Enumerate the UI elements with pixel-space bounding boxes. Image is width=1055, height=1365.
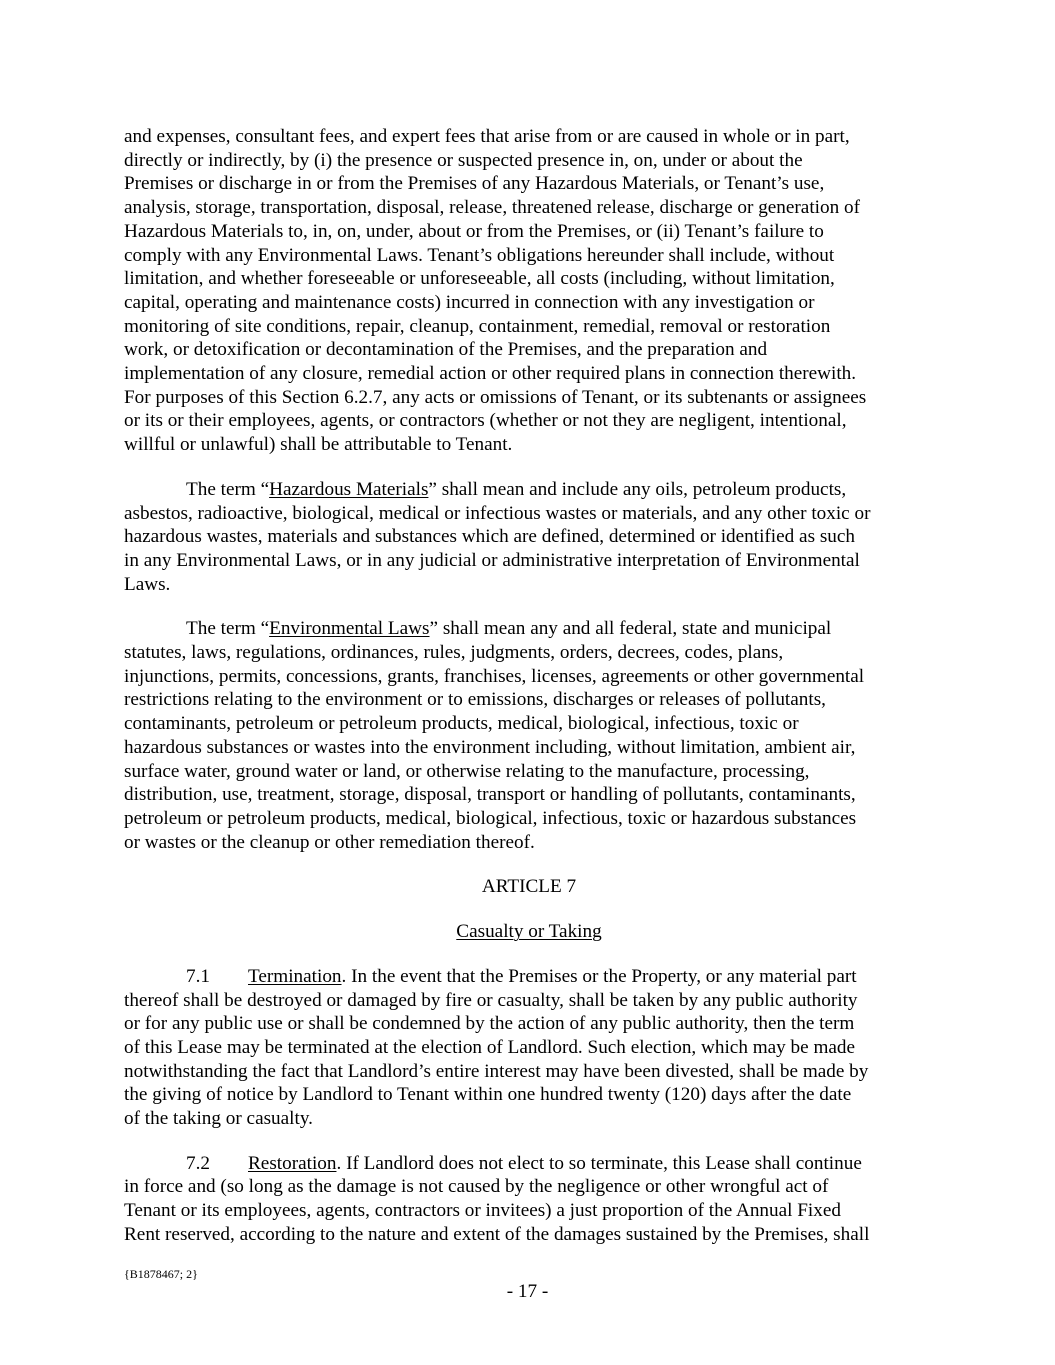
paragraph-indemnity-costs: [124, 125, 934, 457]
text-line: asbestos, radioactive, biological, medical or infectious wastes or materials, and any other toxic or: [124, 502, 871, 524]
text-line: [124, 965, 934, 989]
text-line: surface water, ground water or land, or otherwise relating to the manufacture, processing,: [124, 760, 810, 782]
paragraph-spacer: [124, 596, 934, 617]
text-line: Laws.: [124, 573, 171, 595]
section-caption: Termination: [248, 965, 342, 987]
text-line: petroleum or petroleum products, medical, biological, infectious, toxic or hazardous substances: [124, 807, 857, 829]
text-line: work, or detoxification or decontamination of the Premises, and the preparation and: [124, 339, 768, 361]
definition-rest: ” shall mean and include any oils, petroleum products,: [428, 478, 847, 500]
article-title: [124, 920, 934, 944]
definition-lead: The term “: [186, 618, 270, 640]
text-line: in force and (so long as the damage is not caused by the negligence or other wrongful act of: [124, 1176, 829, 1198]
section-text: . If Landlord does not elect to so terminate, this Lease shall continue: [336, 1152, 862, 1174]
section-number: 7.2: [186, 1152, 210, 1174]
document-page: [124, 125, 934, 1247]
paragraph-spacer: [124, 1131, 934, 1152]
text-line: Hazardous Materials to, in, on, under, about or from the Premises, or (ii) Tenant’s failure to: [124, 220, 824, 242]
text-line: restrictions relating to the environment or to emissions, discharges or releases of pollutants,: [124, 689, 826, 711]
text-line: capital, operating and maintenance costs) incurred in connection with any investigation or: [124, 291, 815, 313]
text-line: [124, 617, 934, 641]
text-line: notwithstanding the fact that Landlord’s entire interest may have been divested, shall be made by: [124, 1060, 869, 1082]
text-line: monitoring of site conditions, repair, cleanup, containment, remedial, removal or restoration: [124, 315, 831, 337]
text-line: distribution, use, treatment, storage, disposal, transport or handling of pollutants, contaminants,: [124, 784, 856, 806]
defined-term-environmental-laws: Environmental Laws: [269, 618, 430, 640]
paragraph-spacer: [124, 944, 934, 965]
article-heading: ARTICLE 7: [481, 876, 577, 898]
text-line: and expenses, consultant fees, and expert fees that arise from or are caused in whole or in part,: [124, 126, 850, 147]
section-caption: Restoration: [248, 1152, 337, 1174]
text-line: injunctions, permits, concessions, grants, franchises, licenses, agreements or other governmental: [124, 665, 865, 687]
text-line: limitation, and whether foreseeable or unforeseeable, all costs (including, without limitation,: [124, 268, 835, 290]
paragraph-spacer: [124, 899, 934, 920]
section-7-1-termination: [124, 965, 934, 1131]
section-number: 7.1: [186, 965, 210, 987]
paragraph-spacer: [124, 457, 934, 478]
defined-term-hazardous-materials: Hazardous Materials: [269, 478, 429, 500]
text-line: [124, 478, 934, 502]
definition-rest: ” shall mean any and all federal, state and municipal: [429, 618, 832, 640]
section-7-2-restoration: [124, 1152, 934, 1247]
text-line: the giving of notice by Landlord to Tenant within one hundred twenty (120) days after the date: [124, 1084, 852, 1106]
text-line: of this Lease may be terminated at the election of Landlord. Such election, which may be made: [124, 1036, 855, 1058]
text-line: comply with any Environmental Laws. Tenant’s obligations hereunder shall include, without: [124, 244, 835, 266]
paragraph-hazardous-materials-definition: [124, 478, 934, 597]
text-line: or its or their employees, agents, or contractors (whether or not they are negligent, intentional,: [124, 410, 847, 432]
text-line: in any Environmental Laws, or in any judicial or administrative interpretation of Environmental: [124, 549, 860, 571]
text-line: Rent reserved, according to the nature and extent of the damages sustained by the Premises, shall: [124, 1223, 870, 1245]
text-line: or for any public use or shall be condemned by the action of any public authority, then the term: [124, 1013, 855, 1035]
text-line: statutes, laws, regulations, ordinances, rules, judgments, orders, decrees, codes, plans,: [124, 642, 784, 664]
article-title-text: Casualty or Taking: [456, 921, 602, 943]
text-line: For purposes of this Section 6.2.7, any acts or omissions of Tenant, or its subtenants or assignees: [124, 386, 867, 408]
text-line: thereof shall be destroyed or damaged by fire or casualty, shall be taken by any public authority: [124, 989, 858, 1011]
paragraph-spacer: [124, 854, 934, 875]
document-id: {B1878467; 2}: [124, 1267, 198, 1281]
definition-lead: The term “: [186, 478, 270, 500]
text-line: hazardous wastes, materials and substances which are defined, determined or identified as such: [124, 526, 855, 548]
text-line: directly or indirectly, by (i) the presence or suspected presence in, on, under or about the: [124, 149, 803, 171]
text-line: [124, 1152, 934, 1176]
text-line: Tenant or its employees, agents, contractors or invitees) a just proportion of the Annual Fixed: [124, 1200, 841, 1222]
section-text: . In the event that the Premises or the Property, or any material part: [341, 965, 857, 987]
text-line: implementation of any closure, remedial action or other required plans in connection therewith.: [124, 363, 857, 385]
text-line: contaminants, petroleum or petroleum products, medical, biological, infectious, toxic or: [124, 713, 799, 735]
text-line: Premises or discharge in or from the Premises of any Hazardous Materials, or Tenant’s use,: [124, 173, 825, 195]
text-line: of the taking or casualty.: [124, 1108, 313, 1130]
paragraph-environmental-laws-definition: [124, 617, 934, 854]
text-line: hazardous substances or wastes into the environment including, without limitation, ambient air,: [124, 736, 856, 758]
page-number: - 17 -: [506, 1281, 549, 1302]
text-line: willful or unlawful) shall be attributable to Tenant.: [124, 434, 513, 456]
text-line: or wastes or the cleanup or other remediation thereof.: [124, 831, 535, 853]
text-line: analysis, storage, transportation, disposal, release, threatened release, discharge or generation of: [124, 197, 860, 219]
